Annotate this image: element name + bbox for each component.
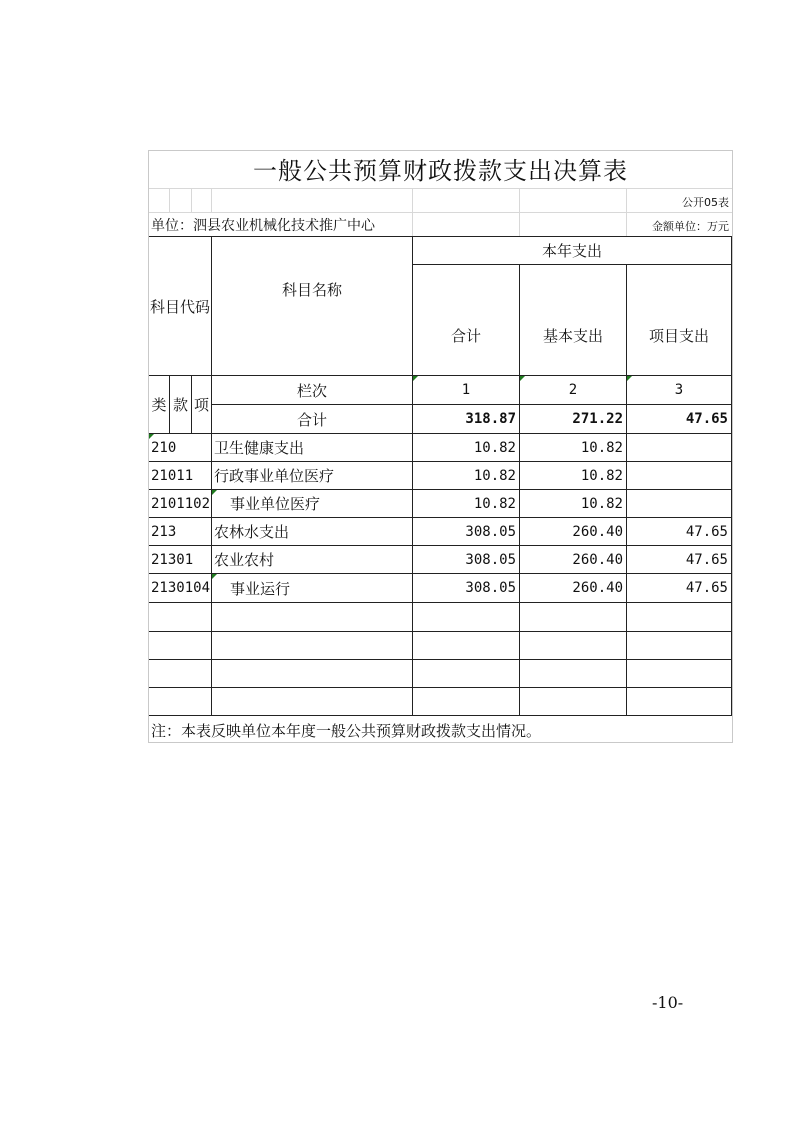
column-number-1: 1 xyxy=(461,382,471,398)
total-amount: 318.87 xyxy=(465,411,516,427)
row-basic: 260.40 xyxy=(572,580,623,596)
row-name: 农业农村 xyxy=(214,551,275,569)
header-project-expense: 项目支出 xyxy=(648,326,709,345)
total-basic-amount: 271.22 xyxy=(572,411,623,427)
row-project: 47.65 xyxy=(685,523,728,540)
header-subject-name: 科目名称 xyxy=(281,280,342,299)
header-lei: 类 xyxy=(151,396,167,414)
row-name: 事业运行 xyxy=(230,579,291,598)
row-project xyxy=(627,490,731,517)
row-code: 21301 xyxy=(151,551,194,568)
row-basic: 10.82 xyxy=(580,467,623,484)
row-project: 47.65 xyxy=(685,580,728,596)
header-xiang: 项 xyxy=(193,396,209,414)
page-number: -10- xyxy=(652,993,684,1012)
total-row-label: 合计 xyxy=(296,410,327,429)
row-code: 213 xyxy=(151,523,177,540)
row-name: 卫生健康支出 xyxy=(214,439,305,457)
row-total: 10.82 xyxy=(473,467,516,484)
row-total: 308.05 xyxy=(465,551,516,568)
column-number-label: 栏次 xyxy=(296,381,327,400)
row-project: 47.65 xyxy=(685,551,728,568)
header-basic-expense: 基本支出 xyxy=(542,326,603,345)
table-footnote: 注：本表反映单位本年度一般公共预算财政拨款支出情况。 xyxy=(151,721,542,740)
row-name: 行政事业单位医疗 xyxy=(214,467,335,485)
unit-label: 单位：泗县农业机械化技术推广中心 xyxy=(151,217,375,234)
header-subject-code: 科目代码 xyxy=(149,297,210,316)
row-basic: 260.40 xyxy=(572,551,623,568)
amount-unit: 金额单位：万元 xyxy=(652,219,729,233)
row-code: 2101102 xyxy=(151,495,211,512)
row-total: 10.82 xyxy=(473,495,516,512)
header-kuan: 款 xyxy=(172,396,188,414)
row-total: 10.82 xyxy=(473,439,516,456)
budget-table-sheet xyxy=(148,150,733,743)
row-basic: 10.82 xyxy=(580,439,623,456)
column-number-2: 2 xyxy=(568,382,578,398)
row-code: 2130104 xyxy=(151,580,211,596)
table-title: 一般公共预算财政拨款支出决算表 xyxy=(149,151,732,189)
row-total: 308.05 xyxy=(465,523,516,540)
row-basic: 10.82 xyxy=(580,495,623,512)
row-code: 21011 xyxy=(151,467,194,484)
row-code: 210 xyxy=(151,439,177,456)
row-project xyxy=(627,434,731,461)
form-number: 公开05表 xyxy=(682,195,729,209)
row-name: 事业单位医疗 xyxy=(230,495,321,513)
header-total: 合计 xyxy=(450,326,481,345)
header-current-year-expense: 本年支出 xyxy=(541,242,602,260)
row-total: 308.05 xyxy=(465,580,516,596)
total-project-amount: 47.65 xyxy=(685,411,728,427)
column-number-3: 3 xyxy=(674,382,684,398)
row-basic: 260.40 xyxy=(572,523,623,540)
row-name: 农林水支出 xyxy=(214,523,290,541)
row-project xyxy=(627,462,731,489)
